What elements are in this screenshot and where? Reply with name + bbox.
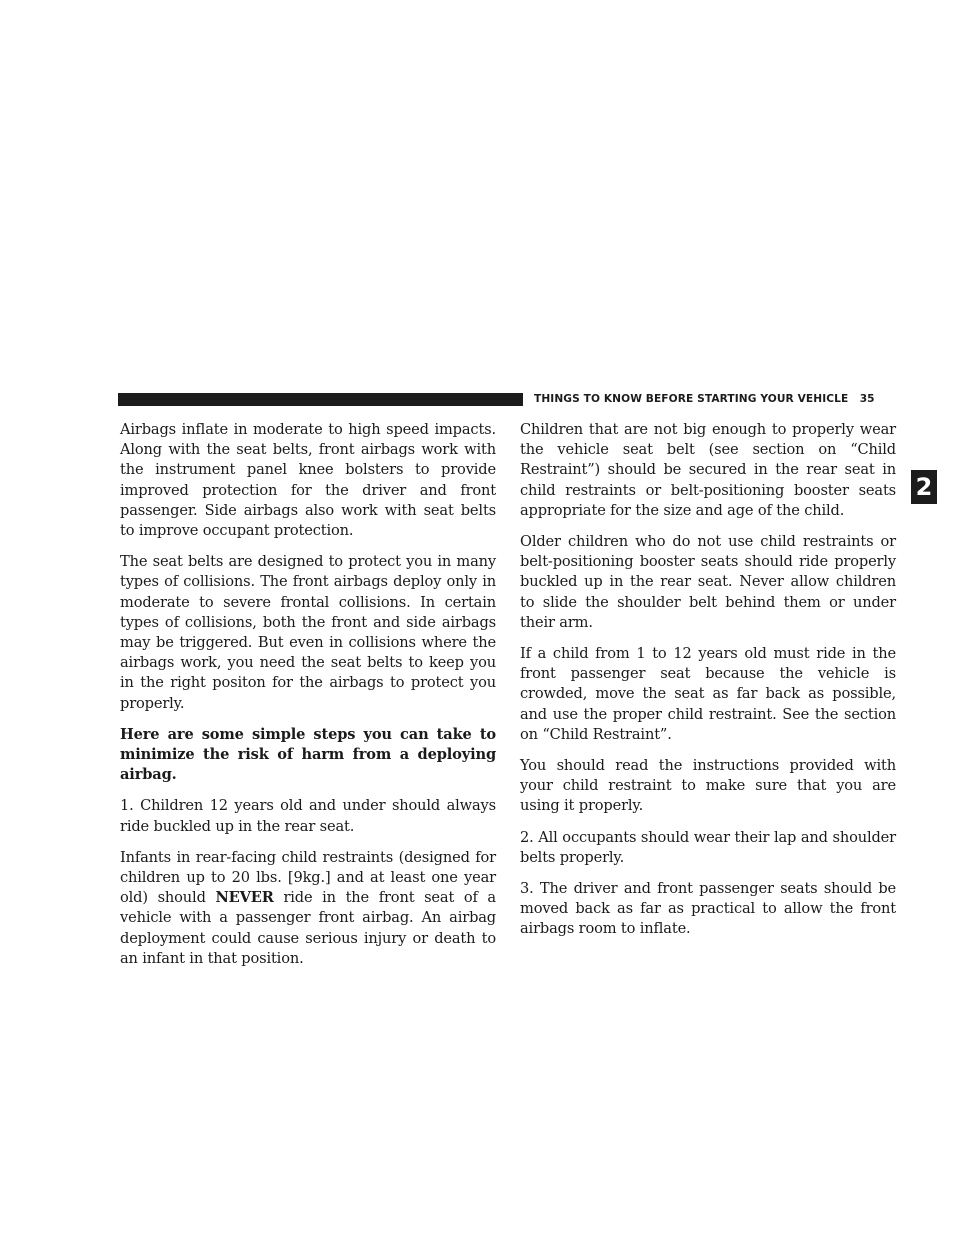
- paragraph-children-not-big-enough: Children that are not big enough to properly wear the vehicle seat belt (see section on “Child Restraint”) should be secured in the rear seat in child restraints or belt-positioning booster seats appropriate for the size and age of the child.: [520, 421, 896, 519]
- header-title-row: [534, 392, 910, 407]
- infants-text-end: ride in the front seat of a vehicle with a passenger front airbag. An airbag deployment could cause serious injury or death to an infant in that position.: [120, 889, 496, 967]
- paragraph-step-3-seats: 3. The driver and front passenger seats should be moved back as far as practical to allow the front airbags room to inflate.: [520, 880, 896, 938]
- left-column: [120, 420, 496, 980]
- paragraph-step-1-children: 1. Children 12 years old and under should always ride buckled up in the rear seat.: [120, 797, 496, 835]
- right-column: [520, 420, 896, 951]
- paragraph-seat-belts-designed: The seat belts are designed to protect you in many types of collisions. The front airbags deploy only in moderate to severe frontal collisions. In certain types of collisions, both the front and side airbags may be triggered. But even in collisions where the airbags work, you need the seat belts to keep you in the right positon for the airbags to protect you properly.: [120, 553, 496, 712]
- paragraph-airbags-inflate: Airbags inflate in moderate to high speed impacts. Along with the seat belts, front airbags work with the instrument panel knee bolsters to provide improved protection for the driver and front passenger. Side airbags also work with seat belts to improve occupant protection.: [120, 421, 496, 540]
- paragraph-step-2-occupants: 2. All occupants should wear their lap and shoulder belts properly.: [520, 828, 896, 866]
- paragraph-read-instructions: You should read the instructions provided with your child restraint to make sure that you are using it properly.: [520, 757, 896, 815]
- paragraph-older-children: Older children who do not use child restraints or belt-positioning booster seats should ride properly buckled up in the rear seat. Never allow children to slide the shoulder belt behind them or under their arm.: [520, 533, 896, 631]
- paragraph-simple-steps-heading: Here are some simple steps you can take to minimize the risk of harm from a deploying airbag.: [120, 725, 496, 784]
- paragraph-infants-warning: [120, 848, 496, 969]
- paragraph-child-front-seat: If a child from 1 to 12 years old must ride in the front passenger seat because the vehicle is crowded, move the seat as far back as possible, and use the proper child restraint. See the section on “Child Restraint”.: [520, 645, 896, 743]
- chapter-tab: 2: [911, 470, 937, 504]
- section-title: THINGS TO KNOW BEFORE STARTING YOUR VEHICLE: [534, 393, 849, 405]
- infants-text-start: Infants in rear-facing child restraints (designed for children up to 20 lbs. [9kg.] and at least one year old) should: [120, 848, 496, 907]
- never-emphasis: NEVER: [215, 889, 274, 907]
- header-rule-bar: [118, 393, 523, 406]
- page-header: [118, 392, 910, 407]
- page-number: 35: [859, 393, 875, 405]
